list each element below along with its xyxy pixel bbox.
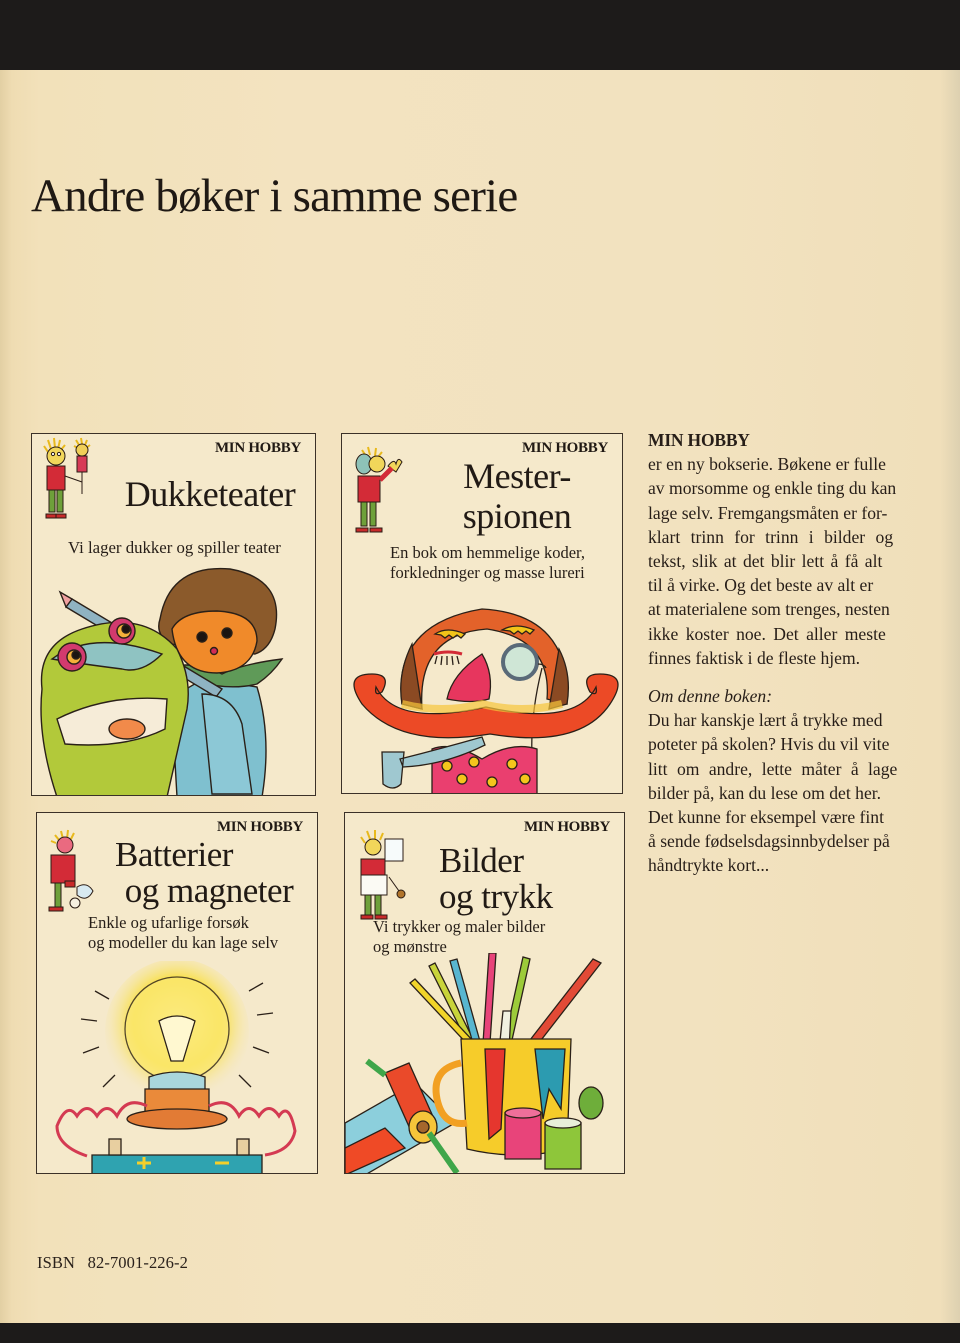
series-intro-line: ikke koster noe. Det aller meste <box>648 623 886 644</box>
series-intro-line: tekst, slik at det blir lett å få alt <box>648 551 883 572</box>
series-intro-line: til å virke. Og det beste av alt er <box>648 575 874 596</box>
book-card-bilder-og-trykk <box>344 812 625 1174</box>
series-intro-line: finnes faktisk i de fleste hjem. <box>648 647 861 668</box>
book-subtitle: Vi trykker og maler bilder og mønstre <box>373 917 546 956</box>
book-card-batterier-og-magneter <box>36 812 318 1174</box>
about-line: Du har kanskje lært å trykke med <box>648 710 883 731</box>
paint-mug-brushes-illustration <box>345 953 625 1174</box>
isbn-number: ISBN 82-7001-226-2 <box>37 1253 188 1272</box>
book-subtitle: Enkle og ufarlige forsøk og modeller du kan lage selv <box>88 913 279 952</box>
series-label: MIN HOBBY <box>523 819 610 835</box>
mustache-spy-illustration <box>342 594 623 794</box>
mascot-with-puppet-icon <box>40 436 102 531</box>
about-line: håndtrykte kort... <box>648 855 770 876</box>
mascot-painter-icon <box>355 827 415 923</box>
series-intro-line: at materialene som trenges, nesten <box>648 599 890 620</box>
light-bulb-battery-illustration <box>37 961 318 1174</box>
series-intro-line: klart trinn for trinn i bilder og <box>648 526 894 547</box>
about-line: bilder på, kan du lese om det her. <box>648 782 882 803</box>
scan-border-bottom <box>0 1323 960 1343</box>
series-description <box>648 428 926 878</box>
about-line: litt om andre, lette måter å lage <box>648 758 898 779</box>
about-line: poteter på skolen? Hvis du vil vite <box>648 734 890 755</box>
scan-border-top <box>0 0 960 70</box>
series-intro-line: av morsomme og enkle ting du kan <box>648 478 897 499</box>
series-label: MIN HOBBY <box>214 440 301 456</box>
book-title: Batterier og magneter <box>115 835 294 910</box>
book-card-dukketeater <box>31 433 316 796</box>
book-subtitle: En bok om hemmelige koder, forkledninger og masse lureri <box>390 543 586 582</box>
series-label: MIN HOBBY <box>521 440 608 456</box>
series-intro-line: lage selv. Fremgangsmåten er for- <box>648 502 888 523</box>
page-title: Andre bøker i samme serie <box>31 170 518 222</box>
book-title: Bilder og trykk <box>439 841 553 916</box>
puppets-illustration <box>32 559 316 796</box>
book-subtitle: Vi lager dukker og spiller teater <box>68 538 281 557</box>
mascot-with-magnet-icon <box>43 827 103 917</box>
book-card-mesterspionen <box>341 433 623 794</box>
series-label: MIN HOBBY <box>216 819 303 835</box>
series-heading: MIN HOBBY <box>648 430 750 450</box>
about-line: Det kunne for eksempel være fint <box>648 807 884 828</box>
about-line: å sende fødselsdagsinnbydelser på <box>648 831 890 852</box>
about-heading: Om denne boken: <box>648 686 773 707</box>
book-title: Dukketeater <box>124 474 296 514</box>
book-back-cover <box>0 70 960 1323</box>
mascot-with-mask-icon <box>350 444 412 544</box>
series-intro-line: er en ny bokserie. Bøkene er fulle <box>648 454 886 475</box>
book-title: Mester- spionen <box>462 456 572 536</box>
